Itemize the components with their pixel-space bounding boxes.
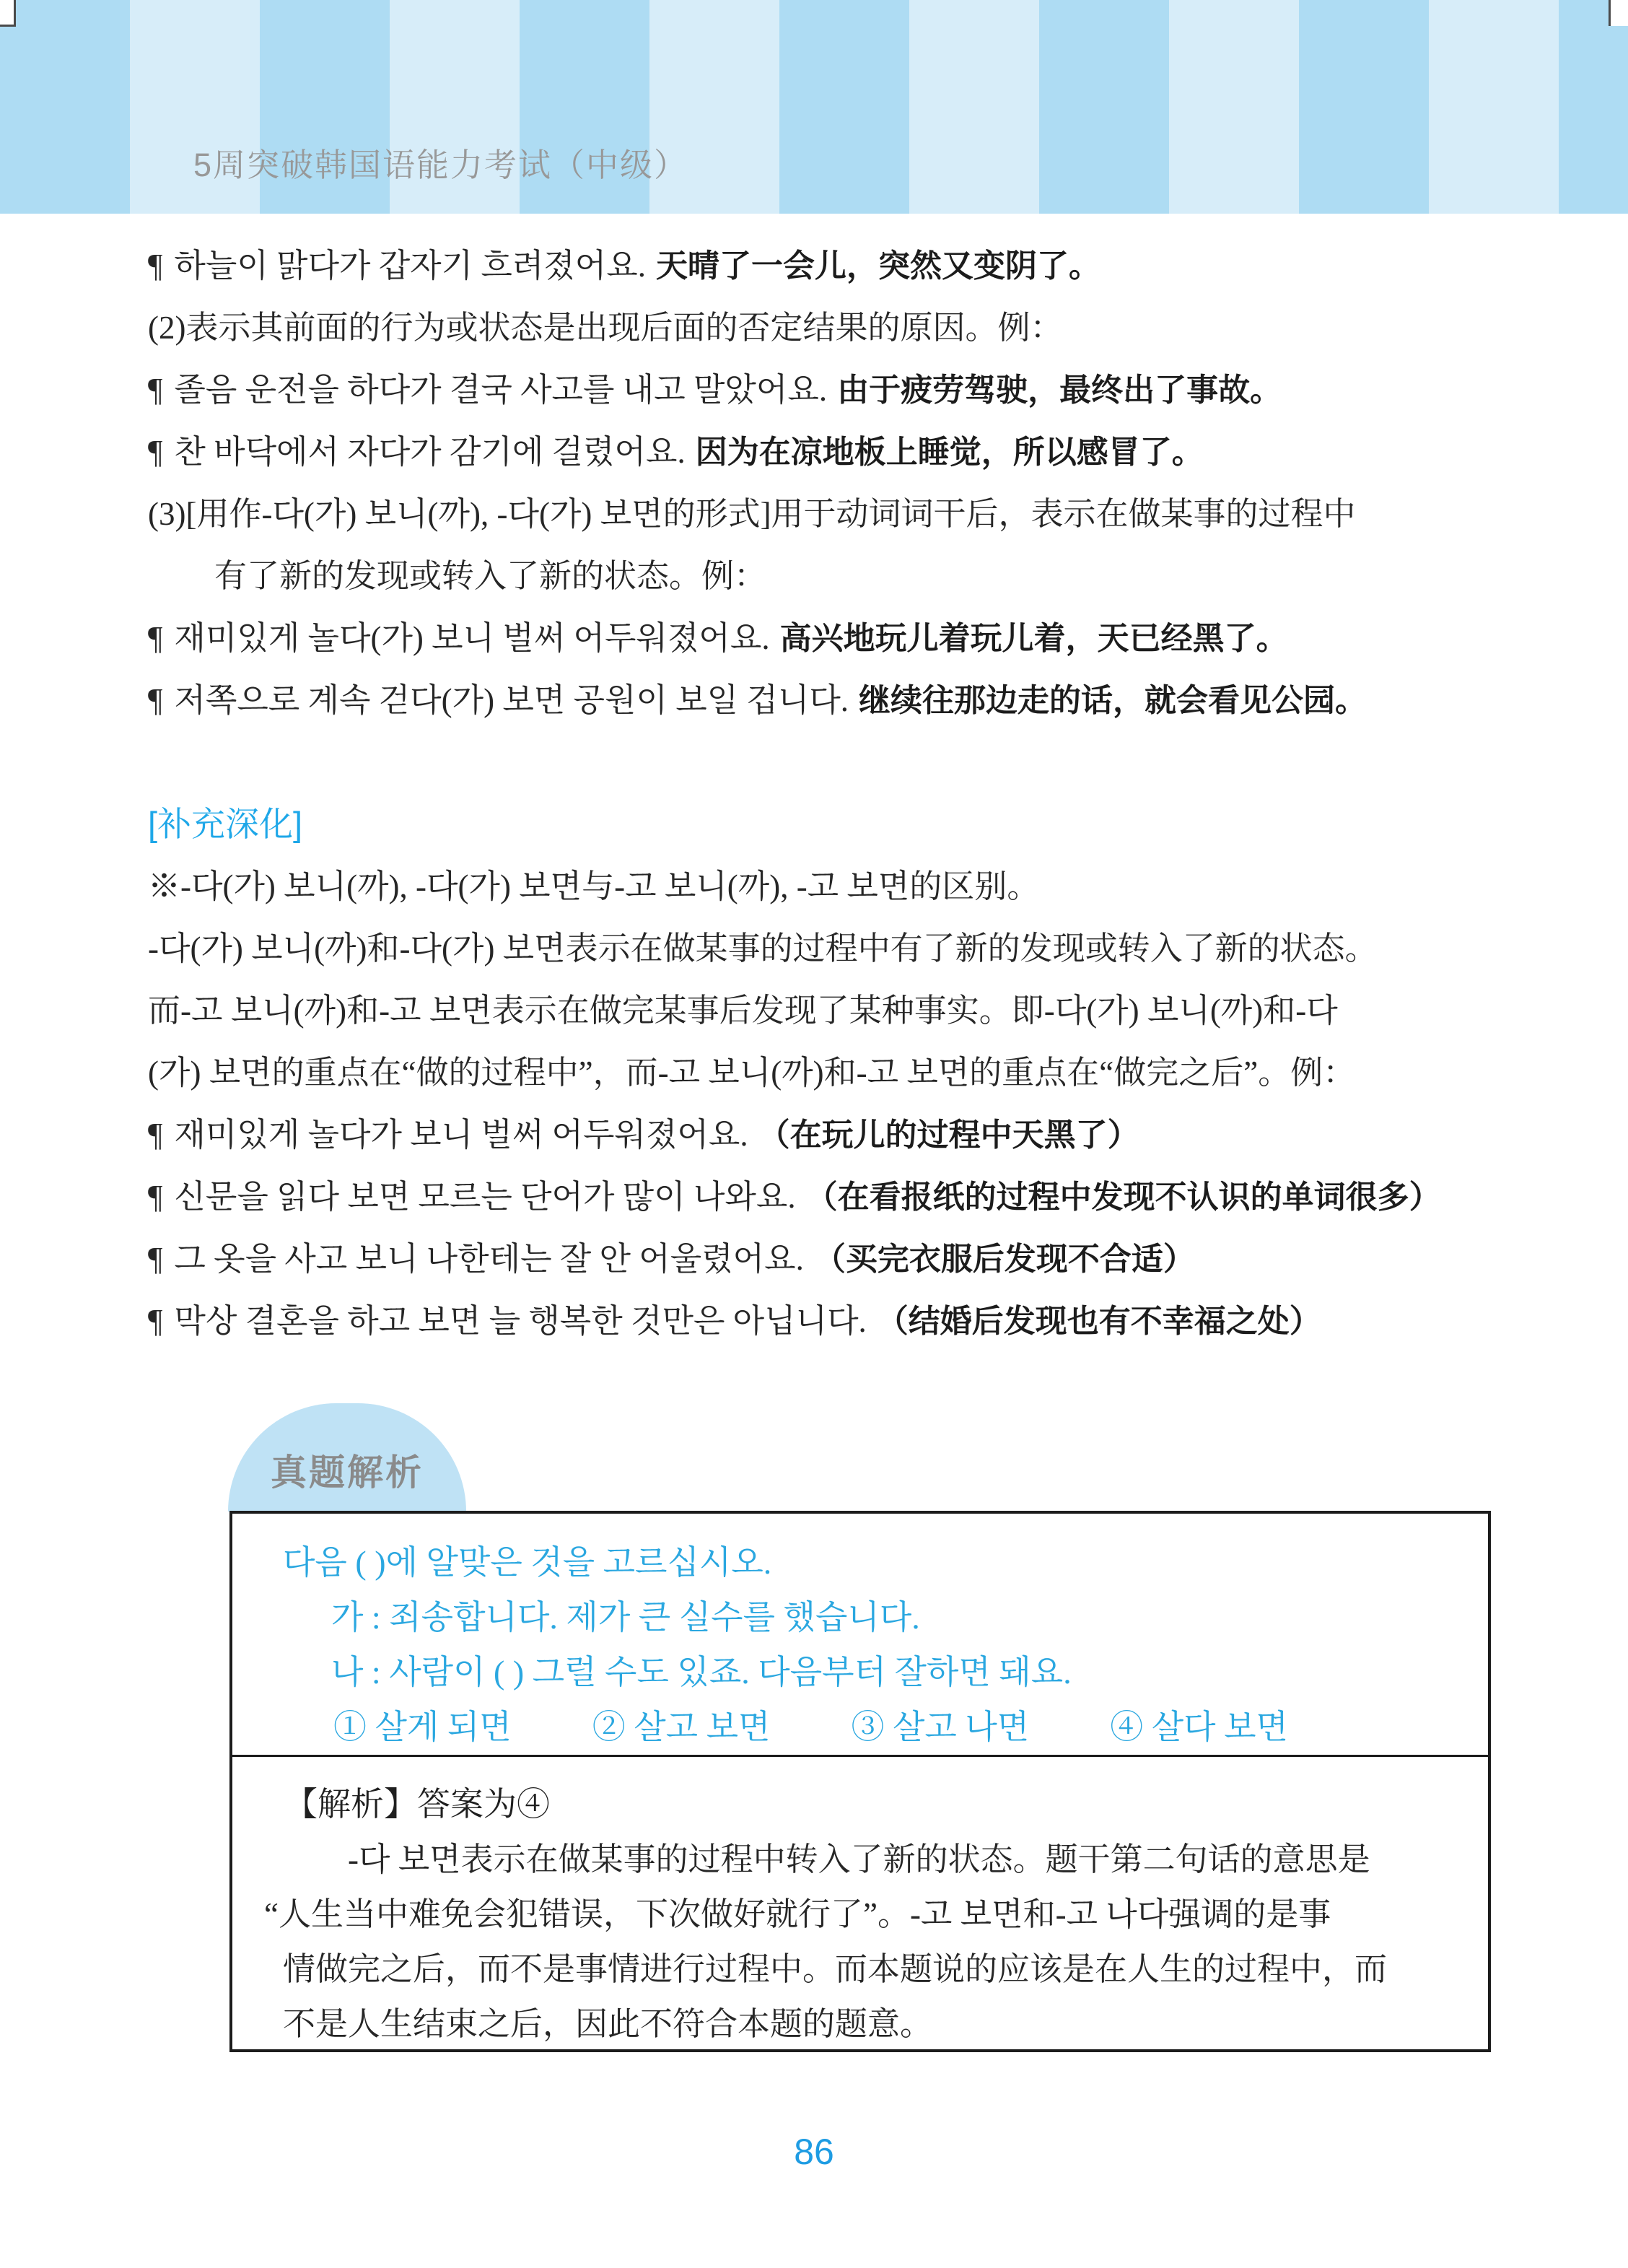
korean-sentence: 하늘이 맑다가 갑자기 흐려졌어요. xyxy=(174,248,646,284)
pilcrow-mark: ¶ xyxy=(148,372,163,408)
chinese-translation: （在玩儿的过程中天黑了） xyxy=(758,1117,1139,1153)
korean-sentence: 재미있게 놀다가 보니 벌써 어두워졌어요. xyxy=(174,1117,748,1153)
exam-analysis-badge-label: 真题解析 xyxy=(271,1452,424,1493)
pilcrow-mark: ¶ xyxy=(148,248,163,284)
pilcrow-mark: ¶ xyxy=(148,620,163,656)
chinese-translation: （结婚后发现也有不幸福之处） xyxy=(876,1304,1321,1339)
chinese-translation: 继续往那边走的话，就会看见公园。 xyxy=(859,683,1367,718)
pilcrow-mark: ¶ xyxy=(148,682,163,718)
chinese-translation: 由于疲劳驾驶，最终出了事故。 xyxy=(837,372,1282,408)
supplement-example-line xyxy=(148,1228,1483,1290)
korean-sentence: 막상 결혼을 하고 보면 늘 행복한 것만은 아닙니다. xyxy=(174,1303,867,1339)
analysis-heading: 【解析】答案为④ xyxy=(284,1786,550,1823)
answer-option-1: ① 살게 되면 xyxy=(333,1709,512,1745)
example-line xyxy=(148,421,1483,483)
pilcrow-mark: ¶ xyxy=(148,434,163,470)
supplement-example-line xyxy=(148,1290,1483,1352)
answer-option-4: ④ 살다 보면 xyxy=(1110,1709,1288,1745)
korean-sentence: 그 옷을 사고 보니 나한테는 잘 안 어울렸어요. xyxy=(174,1241,804,1277)
example-line xyxy=(148,235,1483,297)
analysis-section xyxy=(232,1757,1488,2051)
pilcrow-mark: ¶ xyxy=(148,1117,163,1153)
chinese-translation: （在看报纸的过程中发现不认识的单词很多） xyxy=(805,1179,1441,1215)
korean-sentence: 찬 바닥에서 자다가 감기에 걸렸어요. xyxy=(174,434,686,470)
chinese-translation: （买完衣服后发现不合适） xyxy=(813,1242,1195,1277)
supplement-note-line: -다(가) 보니(까)和-다(가) 보면表示在做某事的过程中有了新的发现或转入了新的状态。 xyxy=(148,930,1378,967)
pilcrow-mark: ¶ xyxy=(148,1179,163,1215)
supplement-section-title: [补充深化] xyxy=(148,805,303,843)
scan-artifact-top-right xyxy=(1609,0,1628,26)
supplement-note-line: 而-고 보니(까)和-고 보면表示在做完某事后发现了某种事实。即-다(가) 보니(까)和-다 xyxy=(148,993,1338,1029)
rule-explanation-line: (2)表示其前面的行为或状态是出现后面的否定结果的原因。例： xyxy=(148,310,1063,346)
pilcrow-mark: ¶ xyxy=(148,1241,163,1277)
answer-option-3: ③ 살고 나면 xyxy=(851,1709,1030,1745)
scan-artifact-top-left xyxy=(0,0,16,27)
korean-sentence: 저쪽으로 계속 걷다(가) 보면 공원이 보일 겁니다. xyxy=(174,682,849,718)
korean-sentence: 신문을 읽다 보면 모르는 단어가 많이 나와요. xyxy=(174,1179,796,1215)
main-content xyxy=(148,235,1483,1352)
supplement-example-line xyxy=(148,1104,1483,1166)
supplement-note-line: (가) 보면的重点在“做的过程中”，而-고 보니(까)和-고 보면的重点在“做完之后”。例： xyxy=(148,1055,1356,1091)
exam-analysis-badge xyxy=(228,1403,466,1512)
korean-sentence: 재미있게 놀다(가) 보니 벌써 어두워졌어요. xyxy=(174,620,770,656)
korean-sentence: 졸음 운전을 하다가 결국 사고를 내고 말았어요. xyxy=(174,372,828,408)
example-line xyxy=(148,607,1483,669)
analysis-text-line: 不是人生结束之后，因此不符合本题的题意。 xyxy=(283,2006,933,2042)
pilcrow-mark: ¶ xyxy=(148,1303,163,1339)
chinese-translation: 高兴地玩儿着玩儿着，天已经黑了。 xyxy=(779,621,1288,656)
question-prompt: 다음 ( )에 알맞은 것을 고르십시오. xyxy=(283,1544,772,1581)
example-line xyxy=(148,669,1483,731)
page-header-band xyxy=(0,0,1628,214)
rule-explanation-line: (3)[用作-다(가) 보니(까), -다(가) 보면的形式]用于动词词干后，表示在做某事的过程中 xyxy=(148,496,1356,532)
supplement-example-line xyxy=(148,1166,1483,1228)
dialog-line-na: 나 : 사람이 ( ) 그럴 수도 있죠. 다음부터 잘하면 돼요. xyxy=(331,1654,1072,1691)
analysis-text-line: -다 보면表示在做某事的过程中转入了新的状态。题干第二句话的意思是 xyxy=(348,1841,1370,1877)
question-section xyxy=(232,1514,1488,1755)
supplement-note-line: ※-다(가) 보니(까), -다(가) 보면与-고 보니(까), -고 보면的区别。 xyxy=(148,868,1040,904)
answer-options-row xyxy=(232,1700,1488,1755)
dialog-line-ga: 가 : 죄송합니다. 제가 큰 실수를 했습니다. xyxy=(331,1599,920,1636)
analysis-text-line: 情做完之后，而不是事情进行过程中。而本题说的应该是在人生的过程中，而 xyxy=(283,1951,1388,1987)
answer-option-2: ② 살고 보면 xyxy=(592,1709,771,1745)
rule-explanation-line-continued: 有了新的发现或转入了新的状态。例： xyxy=(214,558,767,594)
page-number: 86 xyxy=(794,2132,834,2172)
exam-question-box xyxy=(229,1511,1491,2052)
example-line xyxy=(148,359,1483,421)
chinese-translation: 天晴了一会儿，突然又变阴了。 xyxy=(655,248,1100,284)
chinese-translation: 因为在凉地板上睡觉，所以感冒了。 xyxy=(695,435,1204,470)
analysis-text-line: “人生当中难免会犯错误，下次做好就行了”。-고 보면和-고 나다强调的是事 xyxy=(264,1896,1331,1932)
running-head-title: 5周突破韩国语能力考试（中级） xyxy=(193,147,688,183)
